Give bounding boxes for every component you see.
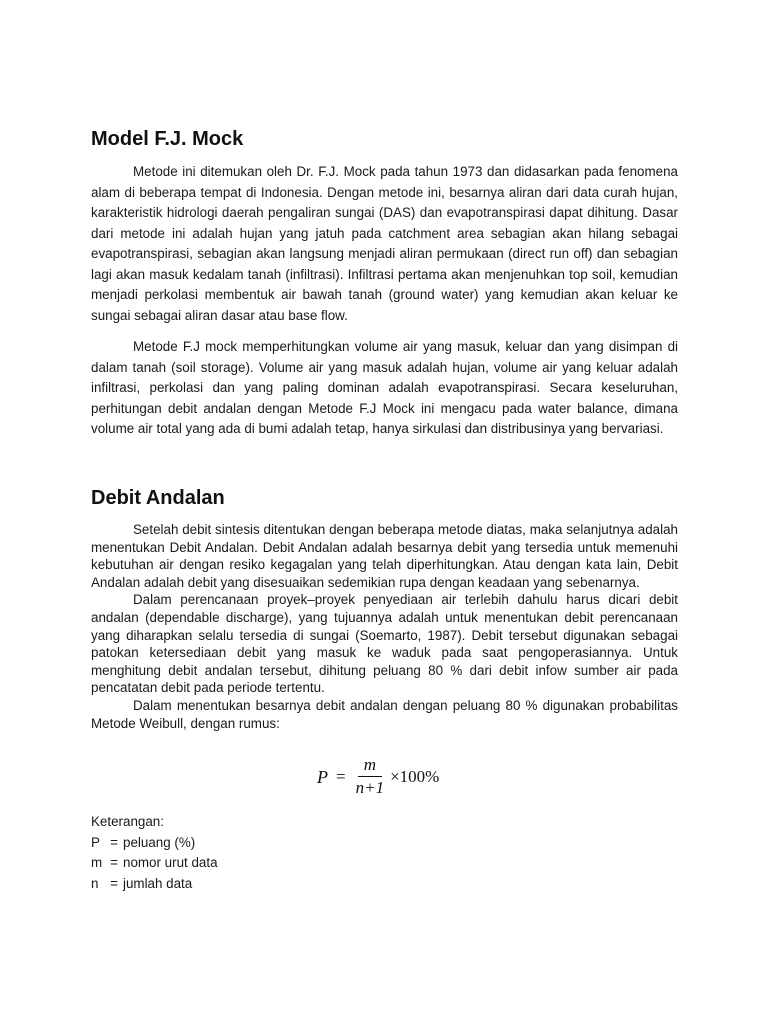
note-row (91, 833, 218, 854)
note-description: peluang (%) (123, 834, 196, 850)
note-symbol: P (91, 834, 100, 850)
note-equals: = (110, 875, 118, 891)
formula-numerator: m (358, 755, 382, 777)
weibull-formula (317, 755, 439, 799)
notes-heading: Keterangan: (91, 814, 164, 829)
paragraph: Dalam perencanaan proyek–proyek penyediaan air terlebih dahulu harus dicari debit andalan (dependable discharge), yang tujuannya adalah untuk menentukan debit perencanaan yang diharapkan selalu tersedia di sungai (Soemarto, 1987). Debit tersebut digunakan sebagai patokan ketersediaan debit yang masuk ke waduk pada saat pengoperasiannya. Untuk menghitung debit andalan tersebut, dihitung peluang 80 % dari debit infow sumber air pada pencatatan debit pada periode tertentu. (91, 592, 678, 696)
section-body-debit-andalan (91, 521, 678, 732)
formula-multiplier: ×100% (390, 767, 440, 786)
formula-denominator: n+1 (355, 778, 385, 797)
note-equals: = (110, 834, 118, 850)
section-title-debit-andalan: Debit Andalan (91, 487, 225, 509)
note-description: jumlah data (123, 875, 193, 891)
formula-equals: = (336, 767, 346, 786)
note-row (91, 853, 218, 874)
paragraph: Setelah debit sintesis ditentukan dengan beberapa metode diatas, maka selanjutnya adalah menentukan Debit Andalan. Debit Andalan adalah besarnya debit yang tersedia untuk memenuhi kebutuhan air dengan resiko kegagalan yang telah diperhitungkan. Atau dengan kata lain, Debit Andalan adalah debit yang disesuaikan sedemikian rupa dengan keadaan yang sebenarnya. (91, 522, 678, 590)
note-row (91, 874, 218, 895)
note-symbol: n (91, 875, 99, 891)
note-equals: = (110, 855, 118, 870)
note-symbol: m (91, 855, 103, 870)
formula-lhs: P (317, 766, 328, 787)
section-title-model-fj-mock: Model F.J. Mock (91, 128, 244, 150)
paragraph: Dalam menentukan besarnya debit andalan dengan peluang 80 % digunakan probabilitas Metode Weibull, dengan rumus: (91, 697, 678, 731)
paragraph: Metode F.J mock memperhitungkan volume air yang masuk, keluar dan yang disimpan di dalam tanah (soil storage). Volume air yang masuk adalah hujan, volume air yang keluar adalah infiltrasi, perkolasi dan yang paling dominan adalah evapotranspirasi. Secara keseluruhan, perhitungan debit andalan dengan Metode F.J Mock ini mengacu pada water balance, dimana volume air total yang ada di bumi adalah tetap, hanya sirkulasi dan distribusinya yang bervariasi. (91, 339, 678, 436)
paragraph: Metode ini ditemukan oleh Dr. F.J. Mock pada tahun 1973 dan didasarkan pada fenomena alam di beberapa tempat di Indonesia. Dengan metode ini, besarnya aliran dari data curah hujan, karakteristik hidrologi daerah pengaliran sungai (DAS) dan evapotranspirasi dapat dihitung. Dasar dari metode ini adalah hujan yang jatuh pada catchment area sebagian akan hilang sebagai evapotranspirasi, sebagian akan langsung menjadi aliran permukaan (direct run off) dan sebagian lagi akan masuk kedalam tanah (infiltrasi). Infiltrasi pertama akan menjenuhkan top soil, kemudian menjadi perkolasi membentuk air bawah tanah (ground water) yang kemudian akan keluar ke sungai sebagai aliran dasar atau base flow. (91, 164, 678, 323)
legend-notes (91, 812, 218, 894)
section-body-model-fj-mock (91, 162, 678, 440)
formula-fraction (352, 755, 388, 799)
note-description: nomor urut data (123, 855, 218, 870)
